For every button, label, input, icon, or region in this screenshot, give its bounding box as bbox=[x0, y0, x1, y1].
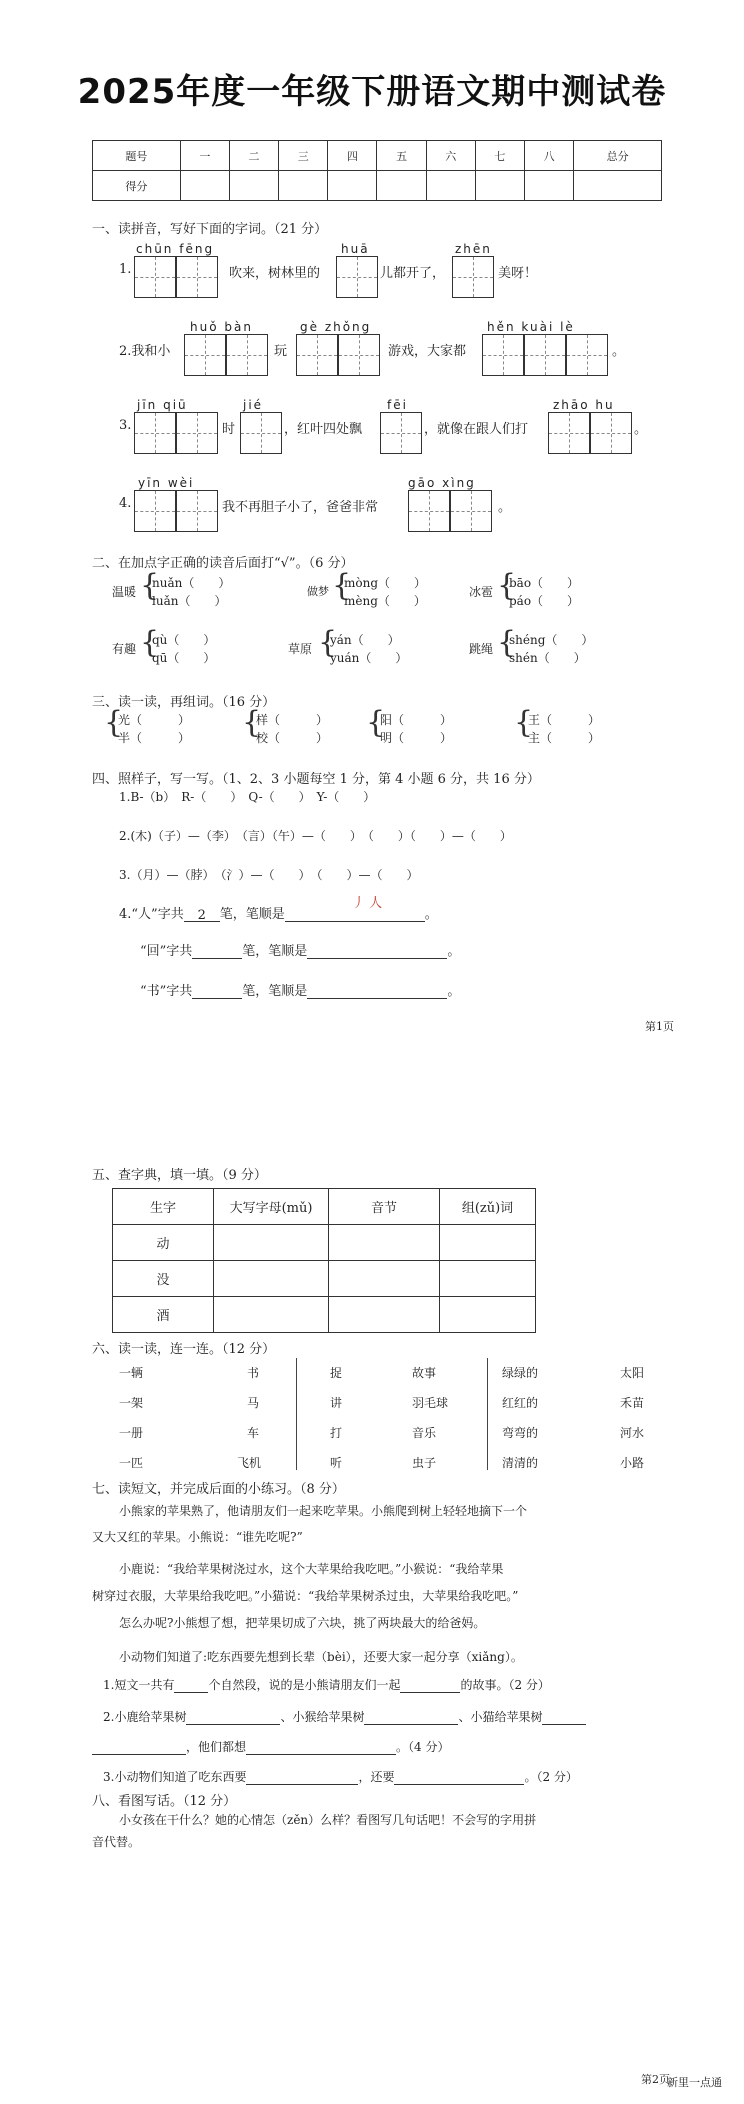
match-left[interactable]: 弯弯的 bbox=[502, 1426, 539, 1440]
brace: { bbox=[140, 568, 160, 603]
dict-input[interactable] bbox=[214, 1225, 329, 1261]
s1-l1-num: 1. bbox=[119, 262, 132, 277]
score-cell: 六 bbox=[426, 141, 475, 171]
brace: { bbox=[140, 625, 160, 660]
section6-heading: 六、读一读，连一连。（12 分） bbox=[92, 1342, 276, 1357]
section2-heading: 二、在加点字正确的读音后面打“√”。（6 分） bbox=[92, 556, 354, 571]
section3-heading: 三、读一读，再组词。（16 分） bbox=[92, 695, 276, 710]
writing-grid[interactable] bbox=[226, 334, 268, 376]
stroke-order-field[interactable] bbox=[307, 945, 447, 959]
pinyin: huā bbox=[341, 242, 370, 256]
pinyin: gāo xìng bbox=[408, 476, 476, 490]
match-right[interactable]: 虫子 bbox=[412, 1456, 437, 1470]
answer-blank[interactable] bbox=[394, 1771, 524, 1785]
dict-header: 大写字母(mǔ) bbox=[214, 1189, 329, 1225]
s3-item[interactable]: 阳（ ） bbox=[380, 713, 453, 727]
s2-word: 温暖 bbox=[112, 585, 137, 599]
stroke-order-field[interactable] bbox=[307, 985, 447, 999]
s2-reading[interactable]: bāo（ ） bbox=[509, 576, 580, 590]
q-text: 、小猴给苹果树 bbox=[280, 1710, 365, 1724]
s1-text: 美呀！ bbox=[498, 266, 538, 281]
writing-grid[interactable] bbox=[336, 256, 378, 298]
s1-l2-num: 2.我和小 bbox=[119, 344, 171, 359]
answer-blank[interactable] bbox=[246, 1741, 396, 1755]
match-left[interactable]: 一匹 bbox=[119, 1456, 144, 1470]
pinyin: gè zhǒng bbox=[300, 320, 372, 334]
divider bbox=[487, 1358, 488, 1470]
s1-l4-num: 4. bbox=[119, 496, 132, 511]
s4-stroke-row bbox=[119, 903, 438, 922]
s4-prompt: 笔，笔顺是 bbox=[242, 984, 308, 999]
brace: { bbox=[242, 705, 262, 740]
writing-grid[interactable] bbox=[296, 334, 338, 376]
passage-line: 又大又红的苹果。小熊说：“谁先吃呢?” bbox=[92, 1530, 303, 1544]
writing-grid[interactable] bbox=[482, 334, 524, 376]
match-left[interactable]: 一架 bbox=[119, 1396, 144, 1410]
writing-grid[interactable] bbox=[176, 412, 218, 454]
score-cell: 一 bbox=[180, 141, 229, 171]
page-number: 第2页 bbox=[641, 2073, 670, 2086]
s2-word: 做梦 bbox=[307, 585, 329, 598]
answer-blank[interactable] bbox=[92, 1741, 186, 1755]
match-right[interactable]: 河水 bbox=[620, 1426, 645, 1440]
writing-grid[interactable] bbox=[134, 412, 176, 454]
s4-prompt: 4.“人”字共 bbox=[119, 907, 184, 922]
dict-input[interactable] bbox=[329, 1225, 440, 1261]
s1-text: 我不再胆子小了，爸爸非常 bbox=[222, 500, 379, 515]
score-input[interactable] bbox=[279, 171, 328, 201]
score-input[interactable] bbox=[377, 171, 426, 201]
score-cell: 八 bbox=[525, 141, 574, 171]
s2-word: 冰雹 bbox=[469, 585, 494, 599]
dict-input[interactable] bbox=[440, 1261, 536, 1297]
s2-reading[interactable]: shéng（ ） bbox=[509, 633, 594, 647]
period: 。 bbox=[424, 907, 438, 922]
pinyin: jié bbox=[243, 398, 264, 412]
writing-grid[interactable] bbox=[548, 412, 590, 454]
match-left[interactable]: 红红的 bbox=[502, 1396, 539, 1410]
match-left[interactable]: 打 bbox=[330, 1426, 343, 1440]
s1-text: ，红叶四处飘 bbox=[284, 422, 363, 437]
section8-heading: 八、看图写话。（12 分） bbox=[92, 1794, 237, 1809]
s2-reading[interactable]: mòng（ ） bbox=[344, 576, 427, 590]
writing-grid[interactable] bbox=[408, 490, 450, 532]
s3-item[interactable]: 校（ ） bbox=[256, 731, 329, 745]
match-right[interactable]: 音乐 bbox=[412, 1426, 437, 1440]
writing-grid[interactable] bbox=[176, 490, 218, 532]
s2-reading[interactable]: yán（ ） bbox=[330, 633, 400, 647]
score-cell: 总分 bbox=[574, 141, 662, 171]
stroke-count[interactable] bbox=[192, 985, 242, 999]
match-left[interactable]: 清清的 bbox=[502, 1456, 539, 1470]
score-header-row bbox=[93, 141, 662, 171]
answer-blank[interactable] bbox=[400, 1679, 460, 1693]
writing-grid[interactable] bbox=[338, 334, 380, 376]
divider bbox=[296, 1358, 297, 1470]
brace: { bbox=[104, 705, 124, 740]
s1-text: 。 bbox=[612, 344, 626, 359]
brace: { bbox=[497, 568, 517, 603]
s1-text: ，就像在跟人们打 bbox=[424, 422, 529, 437]
score-cell: 二 bbox=[229, 141, 278, 171]
s4-line[interactable]: 3.（月）—（脖） （氵）—（ ） （ ）—（ ） bbox=[119, 868, 419, 882]
q-text: 1.短文一共有 bbox=[103, 1678, 175, 1692]
s1-text: 。 bbox=[634, 422, 648, 437]
s3-item[interactable]: 明（ ） bbox=[380, 731, 453, 745]
prompt-line: 小女孩在干什么？她的心情怎（zěn）么样？看图写几句话吧！不会写的字用拼 bbox=[119, 1813, 537, 1827]
dict-char: 动 bbox=[113, 1225, 214, 1261]
dict-input[interactable] bbox=[214, 1297, 329, 1333]
s4-stroke-row bbox=[140, 940, 460, 959]
q-text: 的故事。（2 分） bbox=[460, 1678, 550, 1692]
s1-text: 吹来，树林里的 bbox=[229, 266, 321, 281]
brace: { bbox=[497, 625, 517, 660]
match-left[interactable]: 一辆 bbox=[119, 1366, 144, 1380]
s1-l3-num: 3. bbox=[119, 418, 132, 433]
score-cell: 三 bbox=[279, 141, 328, 171]
q-text: 3.小动物们知道了吃东西要 bbox=[103, 1770, 247, 1784]
page-number: 第1页 bbox=[645, 1020, 674, 1033]
section7-heading: 七、读短文，并完成后面的小练习。（8 分） bbox=[92, 1482, 345, 1497]
s1-text: 儿都开了， bbox=[380, 266, 446, 281]
passage-line: 怎么办呢?小熊想了想，把苹果切成了六块，挑了两块最大的给爸妈。 bbox=[119, 1616, 486, 1630]
dict-char: 酒 bbox=[113, 1297, 214, 1333]
writing-grid[interactable] bbox=[176, 256, 218, 298]
match-left[interactable]: 讲 bbox=[330, 1396, 343, 1410]
brace: { bbox=[366, 705, 386, 740]
s4-prompt: “书”字共 bbox=[140, 984, 193, 999]
answer-blank[interactable] bbox=[174, 1679, 208, 1693]
question-2-cont bbox=[92, 1738, 449, 1755]
dictionary-table bbox=[112, 1188, 536, 1333]
pinyin: zhāo hu bbox=[553, 398, 615, 412]
score-cell: 五 bbox=[377, 141, 426, 171]
s2-reading[interactable]: shén（ ） bbox=[509, 651, 586, 665]
score-input[interactable] bbox=[574, 171, 662, 201]
score-cell: 题号 bbox=[93, 141, 181, 171]
s4-prompt: 笔，笔顺是 bbox=[219, 907, 285, 922]
match-left[interactable]: 一册 bbox=[119, 1426, 144, 1440]
match-right[interactable]: 太阳 bbox=[620, 1366, 645, 1380]
match-left[interactable]: 听 bbox=[330, 1456, 343, 1470]
s2-reading[interactable]: qù（ ） bbox=[152, 633, 216, 647]
pinyin: jīn qiū bbox=[137, 398, 188, 412]
dict-input[interactable] bbox=[329, 1261, 440, 1297]
answer-blank[interactable] bbox=[364, 1711, 458, 1725]
dict-input[interactable] bbox=[329, 1297, 440, 1333]
s4-line[interactable]: 1.B-（b） R-（ ） Q-（ ） Y-（ ） bbox=[119, 790, 376, 804]
brace: { bbox=[514, 705, 534, 740]
section4-heading: 四、照样子，写一写。（1、2、3 小题每空 1 分，第 4 小题 6 分，共 16 分） bbox=[92, 772, 540, 787]
q-text: 、小猫给苹果树 bbox=[458, 1710, 543, 1724]
q-text: 个自然段，说的是小熊请朋友们一起 bbox=[208, 1678, 401, 1692]
s2-reading[interactable]: luǎn（ ） bbox=[152, 594, 227, 608]
q-text: 2.小鹿给苹果树 bbox=[103, 1710, 187, 1724]
question-1 bbox=[103, 1676, 550, 1693]
s2-reading[interactable]: páo（ ） bbox=[509, 594, 580, 608]
s3-item[interactable]: 光（ ） bbox=[118, 713, 191, 727]
writing-grid[interactable] bbox=[524, 334, 566, 376]
match-right[interactable]: 羽毛球 bbox=[412, 1396, 449, 1410]
section5-heading: 五、查字典，填一填。（9 分） bbox=[92, 1168, 267, 1183]
period: 。 bbox=[447, 984, 461, 999]
answer-blank[interactable] bbox=[542, 1711, 586, 1725]
s2-word: 有趣 bbox=[112, 642, 137, 656]
s2-word: 跳绳 bbox=[469, 642, 494, 656]
s4-prompt: “回”字共 bbox=[140, 944, 193, 959]
q-text: 。（4 分） bbox=[396, 1740, 450, 1754]
s4-prompt: 笔，笔顺是 bbox=[242, 944, 308, 959]
s1-text: 。 bbox=[498, 500, 512, 515]
s2-reading[interactable]: mèng（ ） bbox=[344, 594, 426, 608]
score-input[interactable] bbox=[475, 171, 524, 201]
writing-grid[interactable] bbox=[134, 256, 176, 298]
question-3 bbox=[103, 1768, 578, 1785]
s2-reading[interactable]: qū（ ） bbox=[152, 651, 216, 665]
dict-header: 组(zǔ)词 bbox=[440, 1189, 536, 1225]
q-text: ，还要 bbox=[358, 1770, 395, 1784]
match-right[interactable]: 小路 bbox=[620, 1456, 645, 1470]
score-input[interactable] bbox=[426, 171, 475, 201]
dict-input[interactable] bbox=[440, 1225, 536, 1261]
writing-grid[interactable] bbox=[590, 412, 632, 454]
pinyin: yīn wèi bbox=[138, 476, 195, 490]
pinyin: zhēn bbox=[455, 242, 492, 256]
writing-grid[interactable] bbox=[450, 490, 492, 532]
stroke-count[interactable] bbox=[192, 945, 242, 959]
score-cell: 四 bbox=[328, 141, 377, 171]
score-input[interactable] bbox=[525, 171, 574, 201]
s1-text: 游戏，大家都 bbox=[388, 344, 467, 359]
score-input[interactable] bbox=[328, 171, 377, 201]
s1-text: 玩 bbox=[274, 344, 288, 359]
match-left[interactable]: 捉 bbox=[330, 1366, 343, 1380]
dict-input[interactable] bbox=[214, 1261, 329, 1297]
dict-input[interactable] bbox=[440, 1297, 536, 1333]
s3-item[interactable]: 王（ ） bbox=[528, 713, 601, 727]
dict-header: 生字 bbox=[113, 1189, 214, 1225]
page-title: 2025年度一年级下册语文期中测试卷 bbox=[77, 72, 667, 112]
passage-line: 小动物们知道了:吃东西要先想到长辈（bèi），还要大家一起分享（xiǎng）。 bbox=[119, 1650, 523, 1664]
pinyin: chūn fēng bbox=[136, 242, 215, 256]
s2-reading[interactable]: yuán（ ） bbox=[330, 651, 408, 665]
passage-line: 树穿过衣服，大苹果给我吃吧。”小猫说：“我给苹果树杀过虫，大苹果给我吃吧。” bbox=[92, 1589, 519, 1603]
writing-grid[interactable] bbox=[240, 412, 282, 454]
score-value-row bbox=[93, 171, 662, 201]
match-right[interactable]: 禾苗 bbox=[620, 1396, 645, 1410]
s1-text: 时 bbox=[222, 422, 236, 437]
s2-reading[interactable]: nuǎn（ ） bbox=[152, 576, 231, 590]
answer-blank[interactable] bbox=[246, 1771, 358, 1785]
writing-grid[interactable] bbox=[566, 334, 608, 376]
match-right[interactable]: 飞机 bbox=[237, 1456, 262, 1470]
period: 。 bbox=[447, 944, 461, 959]
match-right[interactable]: 书 bbox=[247, 1366, 260, 1380]
passage-line: 小熊家的苹果熟了，他请朋友们一起来吃苹果。小熊爬到树上轻轻地摘下一个 bbox=[119, 1504, 528, 1518]
s4-stroke-row bbox=[140, 980, 460, 999]
brace: { bbox=[332, 568, 352, 603]
brace: { bbox=[318, 625, 338, 660]
s3-item[interactable]: 半（ ） bbox=[118, 731, 191, 745]
stroke-count-value: 2 bbox=[197, 908, 206, 923]
handwritten-answer: 丿 人 bbox=[352, 896, 383, 911]
match-right[interactable]: 马 bbox=[247, 1396, 260, 1410]
dict-header: 音节 bbox=[329, 1189, 440, 1225]
stroke-count[interactable] bbox=[184, 908, 220, 922]
question-2 bbox=[103, 1708, 586, 1725]
pinyin: fēi bbox=[387, 398, 408, 412]
watermark: 新里一点通 bbox=[667, 2076, 722, 2089]
score-input[interactable] bbox=[180, 171, 229, 201]
dict-char: 没 bbox=[113, 1261, 214, 1297]
writing-grid[interactable] bbox=[134, 490, 176, 532]
passage-line: 小鹿说：“我给苹果树浇过水，这个大苹果给我吃吧。”小猴说：“我给苹果 bbox=[119, 1562, 504, 1576]
score-input[interactable] bbox=[229, 171, 278, 201]
match-right[interactable]: 车 bbox=[247, 1426, 260, 1440]
match-right[interactable]: 故事 bbox=[412, 1366, 437, 1380]
s3-item[interactable]: 主（ ） bbox=[528, 731, 601, 745]
score-label: 得分 bbox=[93, 171, 181, 201]
q-text: ，他们都想 bbox=[186, 1740, 247, 1754]
prompt-line: 音代替。 bbox=[92, 1835, 141, 1849]
q-text: 。（2 分） bbox=[524, 1770, 578, 1784]
writing-grid[interactable] bbox=[380, 412, 422, 454]
writing-grid[interactable] bbox=[452, 256, 494, 298]
pinyin: huǒ bàn bbox=[190, 320, 253, 334]
answer-blank[interactable] bbox=[186, 1711, 280, 1725]
section1-heading: 一、读拼音，写好下面的字词。（21 分） bbox=[92, 222, 328, 237]
match-left[interactable]: 绿绿的 bbox=[502, 1366, 539, 1380]
writing-grid[interactable] bbox=[184, 334, 226, 376]
s3-item[interactable]: 样（ ） bbox=[256, 713, 329, 727]
score-table bbox=[92, 140, 662, 201]
s4-line[interactable]: 2.(木)（子）—（李） （言）（午）—（ ） （ ）（ ）—（ ） bbox=[119, 829, 512, 843]
s2-word: 草原 bbox=[288, 642, 313, 656]
score-cell: 七 bbox=[475, 141, 524, 171]
pinyin: hěn kuài lè bbox=[487, 320, 575, 334]
